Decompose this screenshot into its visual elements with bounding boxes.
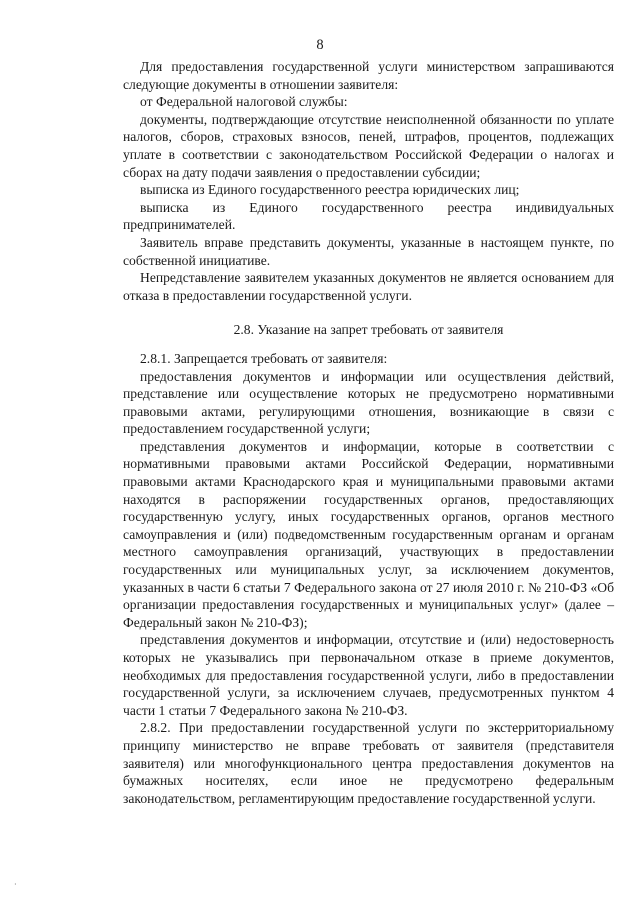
paragraph: 2.8.2. При предоставлении государственной услуги по экстерриториальному принципу министерство не вправе требовать от заявителя (представителя заявителя) или многофункционального центра предоставления документов на бумажных носителях, если иное не предусмотрено федеральным законодательством, регламентирующим предоставление государственной услуги.: [123, 720, 614, 806]
page-number: 8: [316, 37, 324, 53]
section-heading: 2.8. Указание на запрет требовать от заявителя: [233, 322, 504, 338]
paragraph: предоставления документов и информации или осуществления действий, представление или осуществление которых не предусмотрено нормативными правовыми актами, регулирующими отношения, возникающие в связи с предоставлением государственной услуги;: [123, 368, 614, 437]
paragraph: представления документов и информации, которые в соответствии с нормативными правовыми актами Российской Федерации, нормативными правовыми актами Краснодарского края и муниципальными правовыми актами находятся в распоряжении государственных органов, предоставляющих государственную услугу, иных государственных органов, органов местного самоуправления и (или) подведомственным государственным органам и органам местного самоуправления организаций, участвующих в предоставлении государственных или муниципальных услуг, за исключением документов, указанных в части 6 статьи 7 Федерального закона от 27 июля 2010 г. № 210-ФЗ «Об организации предоставления государственных и муниципальных услуг» (далее – Федеральный закон № 210-ФЗ);: [123, 438, 614, 630]
paragraph: документы, подтверждающие отсутствие неисполненной обязанности по уплате налогов, сборов, страховых взносов, пеней, штрафов, процентов, подлежащих уплате в соответствии с законодательством Российской Федерации о налогах и сборах на дату подачи заявления о предоставлении субсидии;: [123, 111, 614, 180]
paragraph: Для предоставления государственной услуги министерством запрашиваются следующие документы в отношении заявителя:: [123, 59, 614, 92]
paragraph: Непредставление заявителем указанных документов не является основанием для отказа в предоставлении государственной услуги.: [123, 270, 614, 303]
paragraph: Заявитель вправе представить документы, указанные в настоящем пункте, по собственной инициативе.: [123, 234, 614, 268]
paragraph: выписка из Единого государственного реестра юридических лиц;: [140, 182, 520, 198]
paragraph: 2.8.1. Запрещается требовать от заявителя:: [140, 350, 388, 366]
document-body: [123, 58, 614, 807]
paragraph: выписка из Единого государственного реестра индивидуальных предпринимателей.: [123, 199, 614, 233]
scan-artifact-mark: ·: [14, 880, 17, 889]
paragraph: представления документов и информации, отсутствие и (или) недостоверность которых не указывались при первоначальном отказе в приеме документов, необходимых для предоставления государственной услуги, либо в предоставлении государственной услуги, за исключением случаев, предусмотренных пунктом 4 части 1 статьи 7 Федерального закона № 210-ФЗ.: [123, 632, 614, 718]
paragraph: от Федеральной налоговой службы:: [140, 94, 348, 110]
